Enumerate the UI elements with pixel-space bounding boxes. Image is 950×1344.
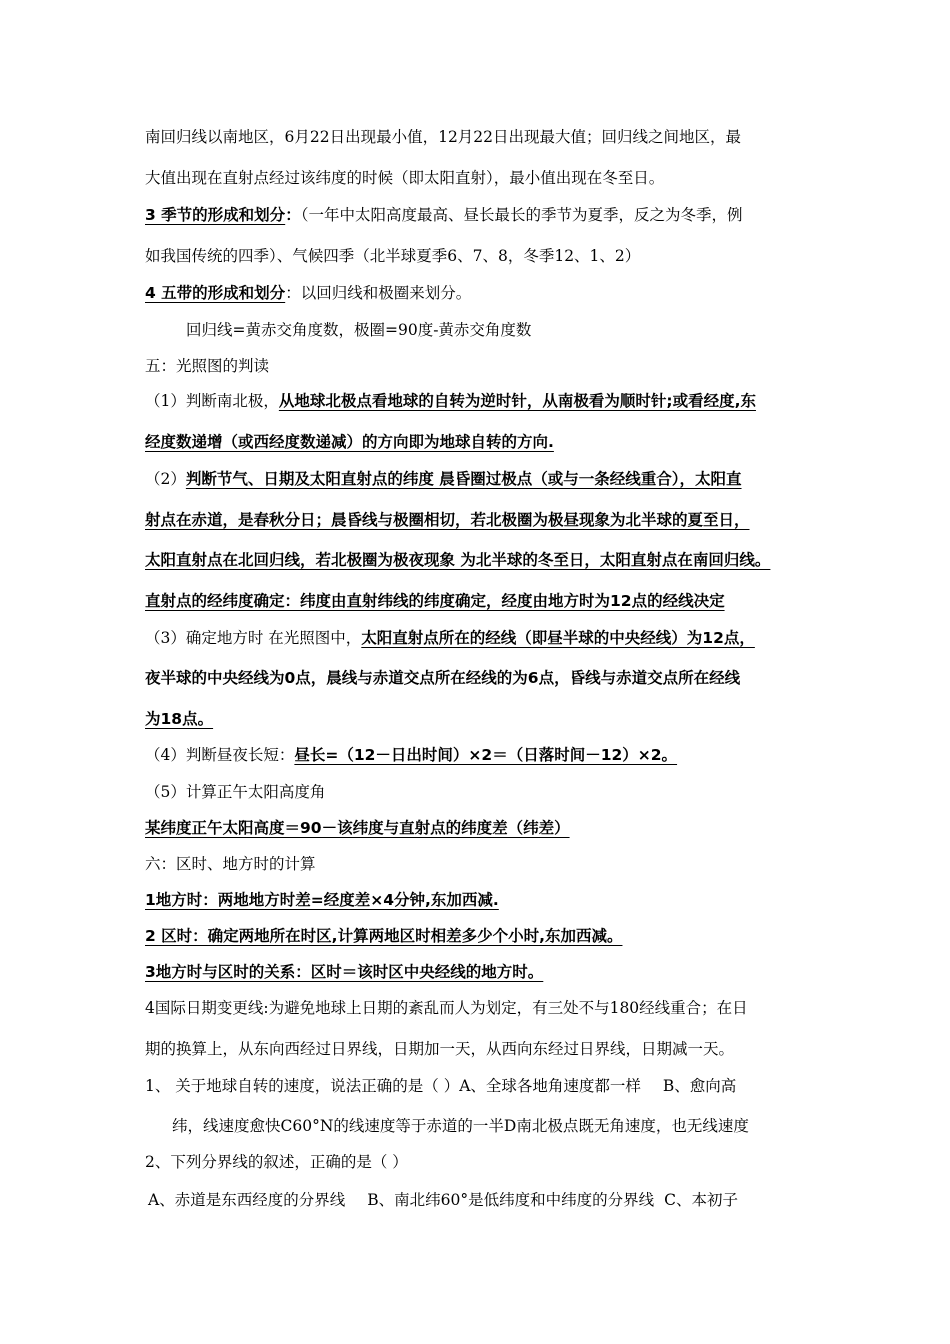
text-span: （4）判断昼夜长短： <box>145 746 295 764</box>
text-span: ：以回归线和极圈来划分。 <box>285 284 472 302</box>
text-line <box>145 283 471 303</box>
text-line <box>145 205 742 225</box>
text-line: （5）计算正午太阳高度角 <box>145 783 326 801</box>
question-stem: 1、 关于地球自转的速度，说法正确的是（ ）A、全球各地角速度都一样 <box>145 1077 641 1095</box>
text-line: 大值出现在直射点经过该纬度的时候（即太阳直射），最小值出现在冬至日。 <box>145 169 665 187</box>
text-span: （一年中太阳高度最高、昼长最长的季节为夏季，反之为冬季，例 <box>300 206 743 224</box>
emphasis-text: 某纬度正午太阳高度＝90－该纬度与直射点的纬度差（纬差） <box>145 819 570 837</box>
text-line <box>145 709 213 729</box>
emphasis-text: 太阳直射点在北回归线，若北极圈为极夜现象 为北半球的冬至日，太阳直射点在南回归线。 <box>145 551 771 569</box>
text-line <box>145 432 554 452</box>
text-line <box>145 745 677 765</box>
text-line <box>145 926 622 946</box>
section-title: 六：区时、地方时的计算 <box>145 855 316 873</box>
question-option: B、愈向高 <box>662 1077 737 1095</box>
text-line: 4国际日期变更线:为避免地球上日期的紊乱而人为划定，有三处不与180经线重合；在日 <box>145 999 748 1017</box>
section-heading: 3 季节的形成和划分 <box>145 206 286 224</box>
emphasis-text: 1地方时：两地地方时差=经度差×4分钟,东加西减. <box>145 891 499 909</box>
question-option: B、南北纬60°是低纬度和中纬度的分界线 <box>367 1191 655 1209</box>
emphasis-text: 3地方时与区时的关系：区时＝该时区中央经线的地方时。 <box>145 963 544 981</box>
question-option: C、本初子 <box>664 1191 738 1209</box>
text-line <box>145 591 725 611</box>
text-line: 期的换算上，从东向西经过日界线，日期加一天，从西向东经过日界线，日期减一天。 <box>145 1040 735 1058</box>
emphasis-text: 经度数递增（或西经度数递减）的方向即为地球自转的方向. <box>145 433 554 451</box>
text-line <box>148 1190 738 1210</box>
section-heading: 4 五带的形成和划分 <box>145 284 286 302</box>
question-option: A、赤道是东西经度的分界线 <box>148 1191 346 1209</box>
emphasis-text: 为18点。 <box>145 710 214 728</box>
text-line <box>145 668 740 688</box>
text-span: （1）判断南北极， <box>145 392 279 410</box>
text-line <box>145 818 570 838</box>
text-line <box>145 391 756 411</box>
text-span: （2） <box>145 470 186 488</box>
emphasis-text: 从地球北极点看地球的自转为逆时针，从南极看为顺时针;或看经度,东 <box>278 392 756 410</box>
section-title: 五：光照图的判读 <box>145 357 270 375</box>
text-line <box>145 550 770 570</box>
text-line: 如我国传统的四季）、气候四季（北半球夏季6、7、8，冬季12、1、2） <box>145 247 641 265</box>
emphasis-text: 直射点的经纬度确定：纬度由直射纬线的纬度确定，经度由地方时为12点的经线决定 <box>145 592 725 610</box>
question-2: 2、下列分界线的叙述，正确的是（ ） <box>145 1153 408 1171</box>
question-1 <box>145 1076 736 1096</box>
text-line <box>145 510 750 530</box>
text-line <box>145 962 543 982</box>
text-span: （3）确定地方时 在光照图中， <box>145 629 362 647</box>
heading-colon: ： <box>285 206 301 224</box>
emphasis-text: 昼长=（12－日出时间）×2＝（日落时间－12）×2。 <box>294 746 678 764</box>
text-line: 回归线=黄赤交角度数，极圈=90度-黄赤交角度数 <box>186 321 532 339</box>
emphasis-text: 2 区时：确定两地所在时区,计算两地区时相差多少个小时,东加西减。 <box>145 927 623 945</box>
text-line: 南回归线以南地区，6月22日出现最小值，12月22日出现最大值；回归线之间地区，最 <box>145 128 742 146</box>
text-line <box>145 890 499 910</box>
text-line <box>145 628 755 648</box>
emphasis-text: 射点在赤道，是春秋分日；晨昏线与极圈相切，若北极圈为极昼现象为北半球的夏至日， <box>145 511 750 529</box>
text-line <box>145 469 742 489</box>
emphasis-text: 夜半球的中央经线为0点，晨线与赤道交点所在经线的为6点，昏线与赤道交点所在经线 <box>145 669 741 687</box>
emphasis-text: 判断节气、日期及太阳直射点的纬度 晨昏圈过极点（或与一条经线重合），太阳直 <box>185 470 742 488</box>
emphasis-text: 太阳直射点所在的经线（即昼半球的中央经线）为12点， <box>361 629 755 647</box>
text-line: 纬，线速度愈快C60°N的线速度等于赤道的一半D南北极点既无角速度，也无线速度 <box>172 1117 749 1135</box>
